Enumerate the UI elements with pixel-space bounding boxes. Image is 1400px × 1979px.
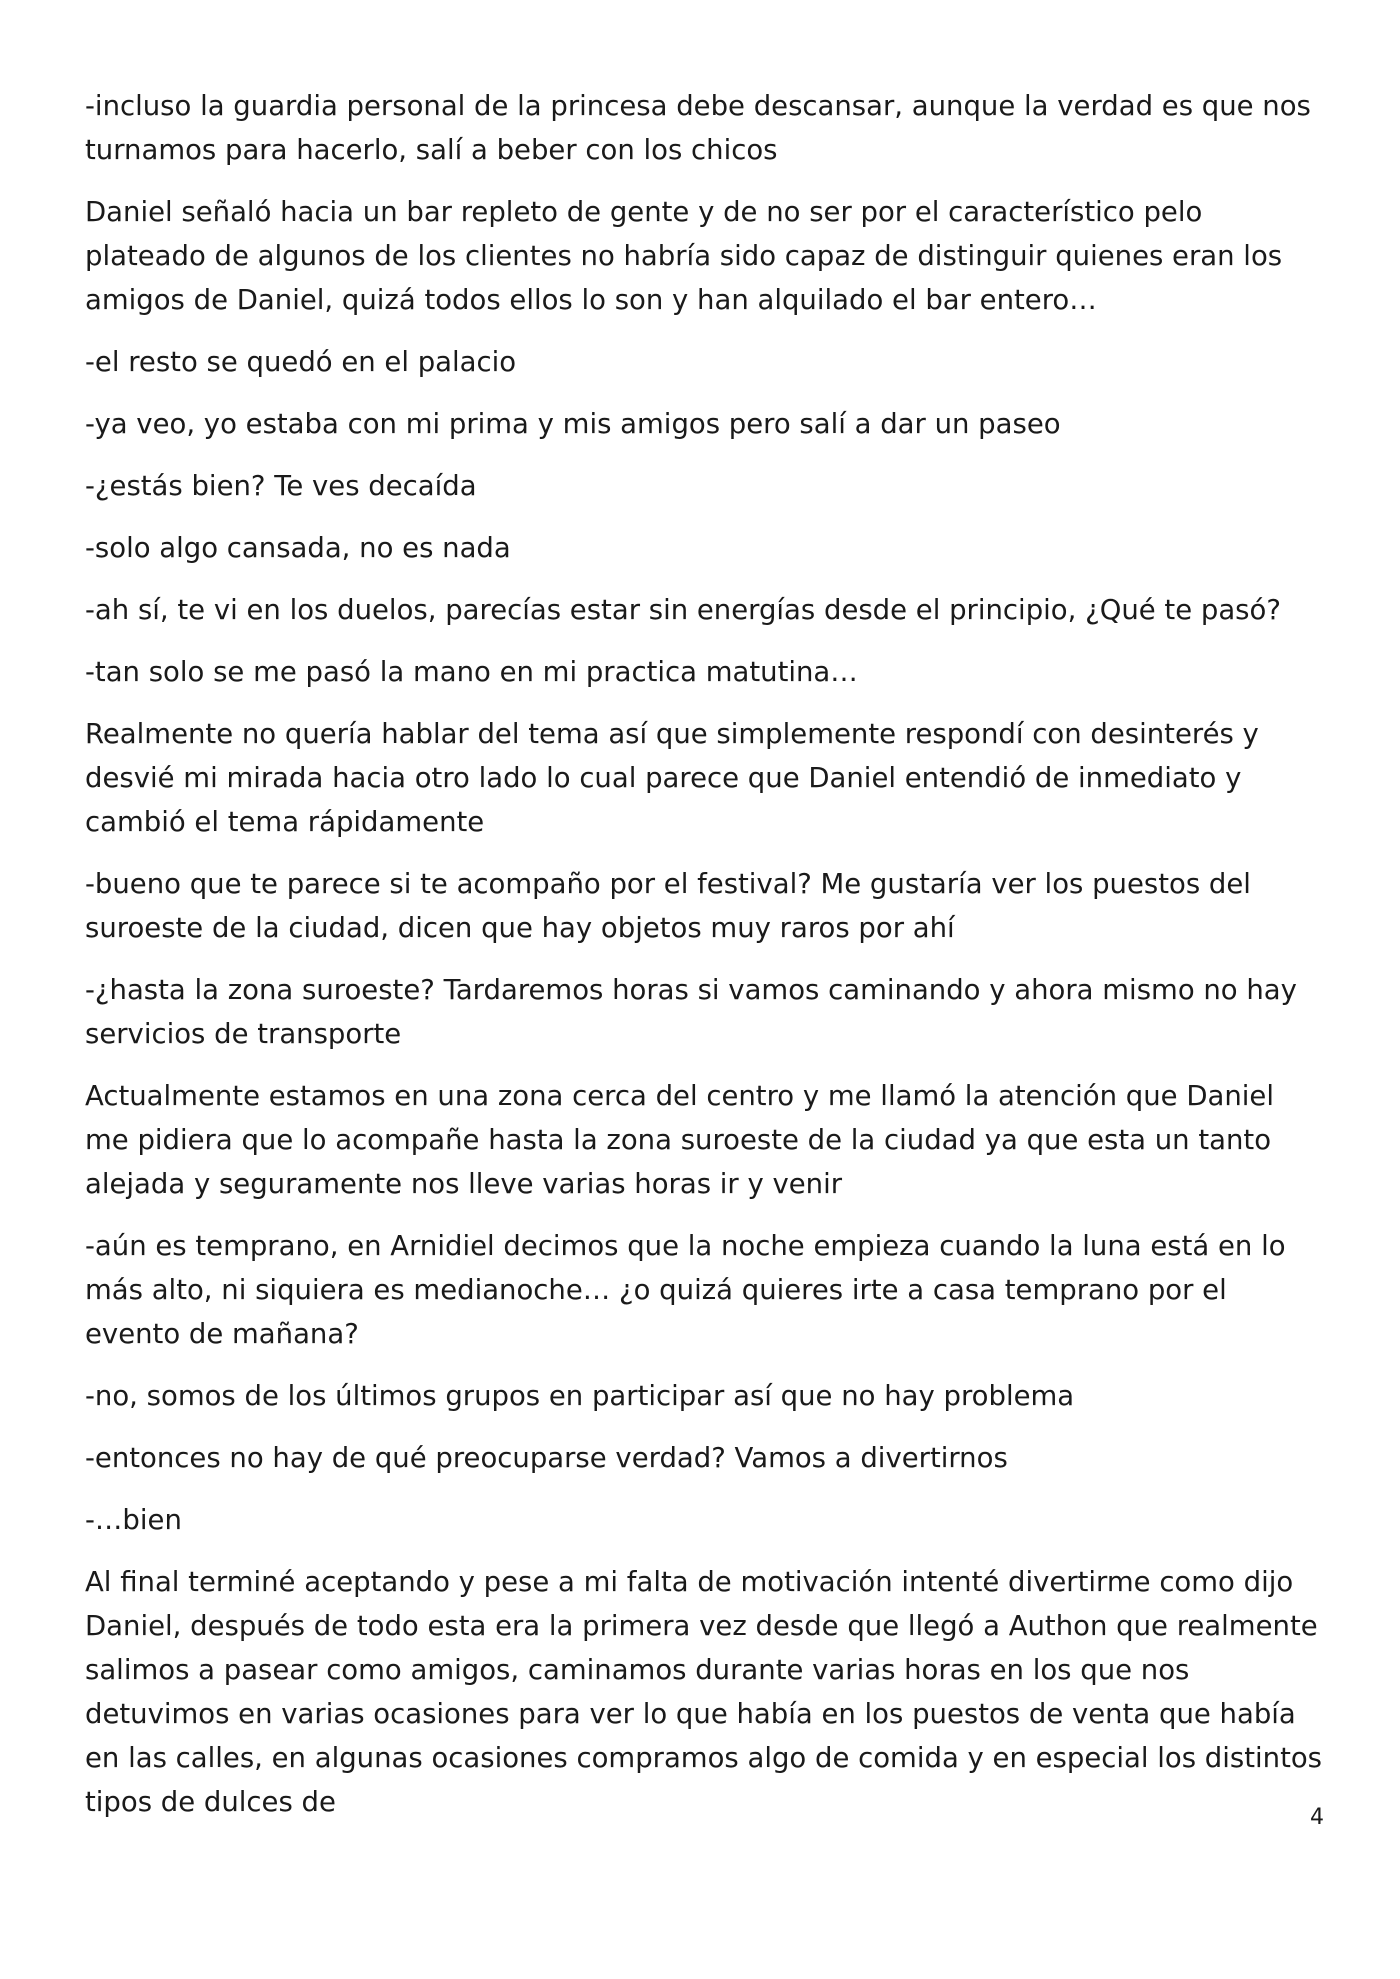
page-number: 4 bbox=[1310, 1805, 1324, 1830]
paragraph-17: Al final terminé aceptando y pese a mi falta de motivación intenté divertirme como dijo Daniel, después de todo esta era la primera vez desde que llegó a Authon que realmente salimos a pasear como amigos, caminamos durante varias horas en los que nos detuvimos en varias ocasiones para ver lo que había en los puestos de venta que había en las calles, en algunas ocasiones compramos algo de comida y en especial los distintos tipos de dulces de bbox=[85, 1566, 1323, 1818]
body-text bbox=[85, 84, 1325, 1842]
paragraph-10: -bueno que te parece si te acompaño por el festival? Me gustaría ver los puestos del suroeste de la ciudad, dicen que hay objetos muy raros por ahí bbox=[85, 868, 1251, 944]
paragraph-6: -solo algo cansada, no es nada bbox=[85, 532, 511, 564]
paragraph-13: -aún es temprano, en Arnidiel decimos que la noche empieza cuando la luna está en lo más alto, ni siquiera es medianoche… ¿o quizá quieres irte a casa temprano por el evento de mañana? bbox=[85, 1230, 1286, 1350]
paragraph-11: -¿hasta la zona suroeste? Tardaremos horas si vamos caminando y ahora mismo no hay servicios de transporte bbox=[85, 974, 1297, 1050]
paragraph-14: -no, somos de los últimos grupos en participar así que no hay problema bbox=[85, 1380, 1075, 1412]
paragraph-8: -tan solo se me pasó la mano en mi practica matutina… bbox=[85, 656, 858, 688]
paragraph-2: Daniel señaló hacia un bar repleto de gente y de no ser por el característico pelo plateado de algunos de los clientes no habría sido capaz de distinguir quienes eran los amigos de Daniel, quizá todos ellos lo son y han alquilado el bar entero… bbox=[85, 196, 1283, 316]
paragraph-5: -¿estás bien? Te ves decaída bbox=[85, 470, 477, 502]
paragraph-9: Realmente no quería hablar del tema así que simplemente respondí con desinterés y desvié mi mirada hacia otro lado lo cual parece que Daniel entendió de inmediato y cambió el tema rápidamente bbox=[85, 718, 1259, 838]
paragraph-16: -…bien bbox=[85, 1504, 182, 1536]
paragraph-4: -ya veo, yo estaba con mi prima y mis amigos pero salí a dar un paseo bbox=[85, 408, 1061, 440]
paragraph-12: Actualmente estamos en una zona cerca del centro y me llamó la atención que Daniel me pidiera que lo acompañe hasta la zona suroeste de la ciudad ya que esta un tanto alejada y seguramente nos lleve varias horas ir y venir bbox=[85, 1080, 1274, 1200]
paragraph-7: -ah sí, te vi en los duelos, parecías estar sin energías desde el principio, ¿Qué te pasó? bbox=[85, 594, 1281, 626]
paragraph-15: -entonces no hay de qué preocuparse verdad? Vamos a divertirnos bbox=[85, 1442, 1008, 1474]
paragraph-1: -incluso la guardia personal de la princesa debe descansar, aunque la verdad es que nos turnamos para hacerlo, salí a beber con los chicos bbox=[85, 90, 1311, 166]
paragraph-3: -el resto se quedó en el palacio bbox=[85, 346, 517, 378]
